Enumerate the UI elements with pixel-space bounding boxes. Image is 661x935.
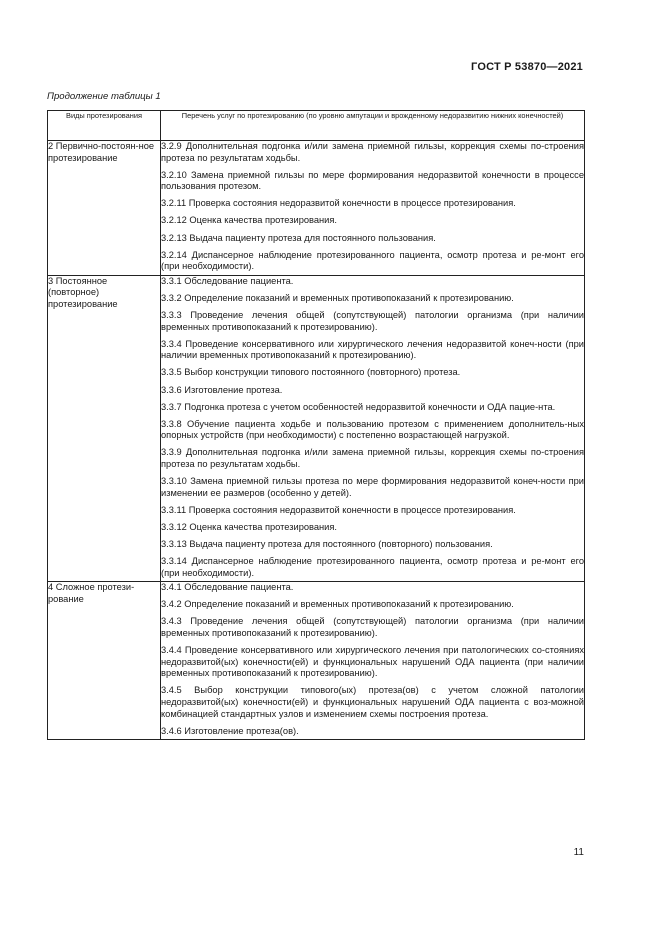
services-list-cell [161,141,585,276]
service-item: 3.4.2 Определение показаний и временных противопоказаний к протезированию. [161,599,514,610]
service-item: 3.4.1 Обследование пациента. [161,582,294,593]
prosthetics-kind-cell: 4 Сложное протези-рование [48,582,161,740]
table-caption: Продолжение таблицы 1 [47,91,161,102]
service-item: 3.3.9 Дополнительная подгонка и/или замена приемной гильзы, коррекция схемы по-строения протеза по результатам ходьбы. [161,447,584,469]
service-item: 3.3.12 Оценка качества протезирования. [161,521,337,532]
service-item: 3.3.7 Подгонка протеза с учетом особенностей недоразвитой конечности и ОДА пацие-нта. [161,401,556,412]
service-item: 3.3.14 Диспансерное наблюдение протезированного пациента, осмотр протеза и ре-монт его (при необходимости). [161,556,584,578]
service-item: 3.3.5 Выбор конструкции типового постоянного (повторного) протеза. [161,367,461,378]
service-item: 3.3.4 Проведение консервативного или хирургического лечения недоразвитой конеч-ности (при наличии временных противопоказаний к протезированию). [161,338,584,361]
table-row [48,582,585,740]
column-header-services: Перечень услуг по протезированию (по уровню ампутации и врожденному недоразвитию нижних конечностей) [161,111,585,141]
services-table [47,110,585,740]
service-item: 3.3.8 Обучение пациента ходьбе и пользованию протезом с применением дополнитель-ных опорных устройств (при необходимости) с постепенно возрастающей нагрузкой. [161,418,584,441]
service-item: 3.4.6 Изготовление протеза(ов). [161,725,299,736]
service-item: 3.2.14 Диспансерное наблюдение протезированного пациента, осмотр протеза и ре-монт его (при необходимости). [161,249,584,272]
service-item: 3.3.2 Определение показаний и временных противопоказаний к протезированию. [161,292,514,303]
service-item: 3.3.10 Замена приемной гильзы протеза по мере формирования недоразвитой конеч-ности при изменении ее размеров (особенно у детей). [161,476,584,498]
standard-number: ГОСТ Р 53870—2021 [471,61,583,73]
service-item: 3.2.9 Дополнительная подгонка и/или замена приемной гильзы, коррекция схемы по-строения протеза по результатам ходьбы. [161,141,584,163]
table-header-row [48,111,585,141]
prosthetics-kind-cell: 3 Постоянное (повторное) протезирование [48,275,161,581]
table-row [48,141,585,276]
column-header-kind: Виды протезирования [48,111,161,141]
service-item: 3.3.13 Выдача пациенту протеза для постоянного (повторного) пользования. [161,538,493,549]
service-item: 3.3.3 Проведение лечения общей (сопутствующей) патологии организма (при наличии временных противопоказаний к протезированию). [161,310,584,332]
service-item: 3.4.5 Выбор конструкции типового(ых) протеза(ов) с учетом сложной патологии недоразвитой(ых) конечности(ей) и функциональных нарушений ОДА пациента с воз-можной комбинацией стандартных узлов и изменением схемы построения протеза. [161,685,584,719]
service-item: 3.3.6 Изготовление протеза. [161,384,283,395]
table-row [48,275,585,581]
prosthetics-kind-cell: 2 Первично-постоян-ное протезирование [48,141,161,276]
service-item: 3.2.13 Выдача пациенту протеза для постоянного пользования. [161,232,436,243]
services-list-cell [161,275,585,581]
service-item: 3.2.10 Замена приемной гильзы по мере формирования недоразвитой конечности в процессе пользования протезом. [161,169,584,192]
service-item: 3.2.11 Проверка состояния недоразвитой конечности в процессе протезирования. [161,198,516,209]
service-item: 3.3.11 Проверка состояния недоразвитой конечности в процессе протезирования. [161,504,516,515]
page-number: 11 [573,847,584,858]
service-item: 3.4.3 Проведение лечения общей (сопутствующей) патологии организма (при наличии временных противопоказаний к протезированию). [161,616,584,638]
service-item: 3.4.4 Проведение консервативного или хирургического лечения при патологических со-стояниях недоразвитой(ых) конечности(ей) и функциональных нарушений ОДА пациента (при наличии временных противопоказаний к протезированию). [161,645,584,679]
service-item: 3.3.1 Обследование пациента. [161,275,294,286]
service-item: 3.2.12 Оценка качества протезирования. [161,215,337,226]
services-list-cell [161,582,585,740]
